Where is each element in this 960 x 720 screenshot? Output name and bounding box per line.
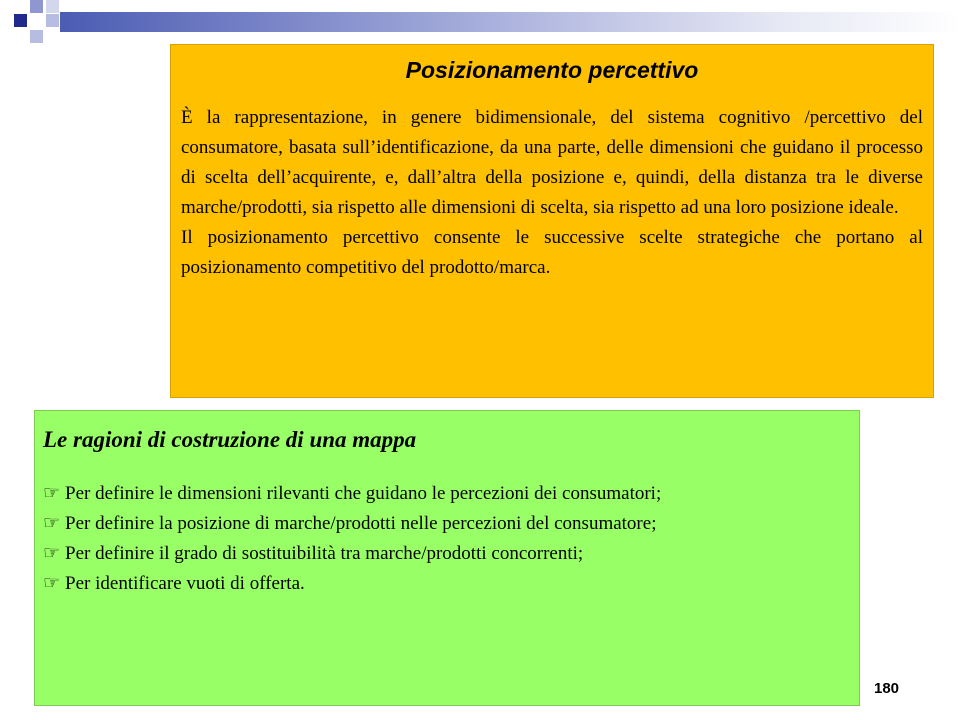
list-item-text: Per identificare vuoti di offerta. xyxy=(65,573,305,594)
pointing-hand-icon: ☞ xyxy=(43,513,61,534)
header-square-light xyxy=(30,30,43,43)
list-item xyxy=(43,539,851,569)
reasons-list xyxy=(43,479,851,599)
reasons-title: Le ragioni di costruzione di una mappa xyxy=(43,427,417,452)
page-number: 180 xyxy=(874,680,900,697)
list-item xyxy=(43,509,851,539)
header-gradient-bar xyxy=(60,12,960,32)
header-square-light xyxy=(46,0,59,13)
header-square-dark xyxy=(14,14,27,27)
list-item-text: Per definire la posizione di marche/prodotti nelle percezioni del consumatore; xyxy=(65,513,657,534)
definition-box xyxy=(170,44,934,398)
definition-paragraph: Il posizionamento percettivo consente le successive scelte strategiche che portano al posizionamento competitivo del prodotto/marca. xyxy=(181,227,923,278)
pointing-hand-icon: ☞ xyxy=(43,543,61,564)
list-item xyxy=(43,569,851,599)
list-item xyxy=(43,479,851,509)
pointing-hand-icon: ☞ xyxy=(43,573,61,594)
list-item-text: Per definire le dimensioni rilevanti che guidano le percezioni dei consumatori; xyxy=(65,483,662,504)
definition-paragraph: È la rappresentazione, in genere bidimensionale, del sistema cognitivo /percettivo del consumatore, basata sull’identificazione, da una parte, delle dimensioni che guidano il processo di scelta dell’acquirente, e, dall’altra della posizione e, quindi, della distanza tra le diverse marche/prodotti, sia rispetto alle dimensioni di scelta, sia rispetto ad una loro posizione ideale. xyxy=(181,107,923,218)
pointing-hand-icon: ☞ xyxy=(43,483,61,504)
definition-title: Posizionamento percettivo xyxy=(405,57,699,83)
header-square-light xyxy=(46,14,59,27)
reasons-box xyxy=(34,410,860,706)
header-square-light xyxy=(30,0,43,13)
list-item-text: Per definire il grado di sostituibilità tra marche/prodotti concorrenti; xyxy=(65,543,584,564)
